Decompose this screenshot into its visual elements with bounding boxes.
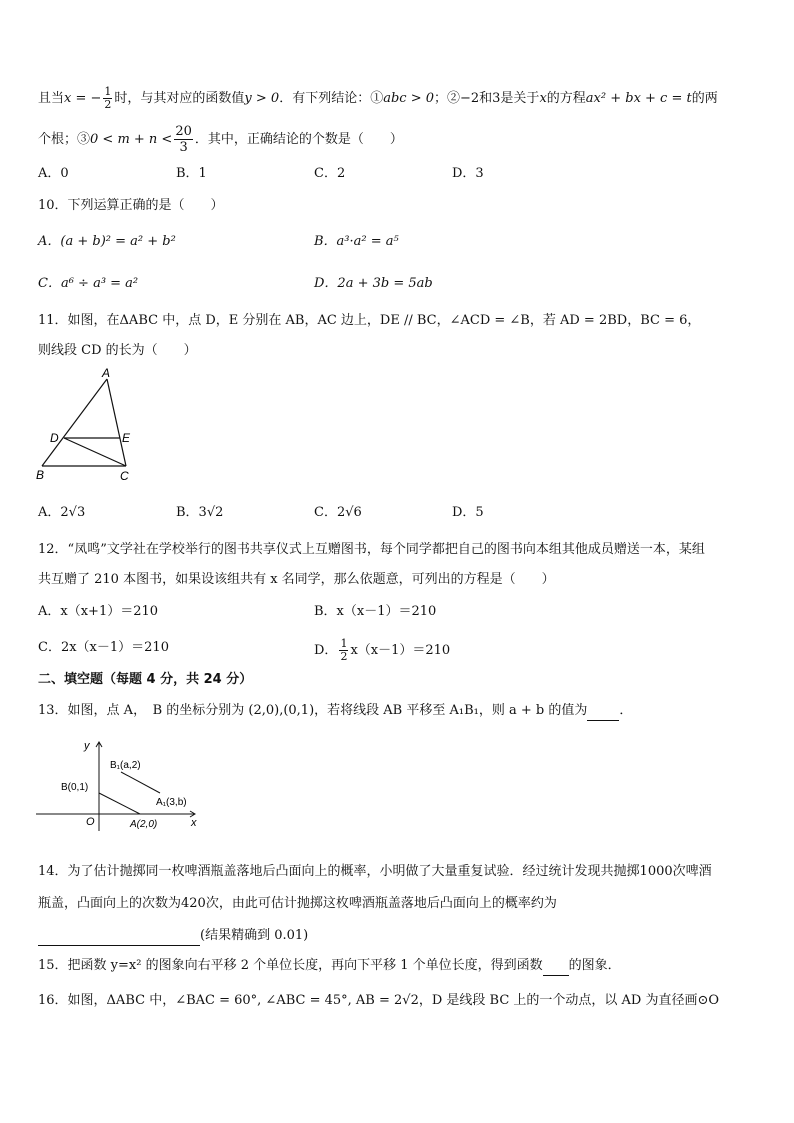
q9-text: 且当 [38, 91, 65, 106]
y-axis-label: y [84, 740, 90, 752]
label-e: E [122, 431, 131, 445]
q9-line2 [38, 124, 403, 155]
q15-text: 15．把函数 y=x² 的图象向右平移 2 个单位长度，再向下平移 1 个单位长度，得到函数 [38, 958, 543, 973]
q10-option-c: C．a⁶ ÷ a³ = a² [38, 276, 139, 291]
q11-option-a: A．2√3 [38, 505, 86, 520]
q12-option-d-fraction [339, 638, 348, 663]
frac-den: 3 [179, 140, 188, 155]
q13-end: ． [619, 703, 633, 718]
section-heading-fill-blank: 二、填空题（每题 4 分，共 24 分） [38, 672, 253, 687]
q12-option-d [314, 638, 450, 663]
q9-option-d: D．3 [452, 166, 484, 181]
q14-precision-note: (结果精确到 0.01) [200, 928, 309, 943]
q11-triangle-figure [30, 366, 150, 488]
q14-answer-blank [38, 931, 200, 946]
point-a-label: A(2,0) [130, 819, 158, 830]
q12-option-c: C．2x（x－1）＝210 [38, 640, 169, 655]
q14-line1: 14．为了估计抛掷同一枚啤酒瓶盖落地后凸面向上的概率，小明做了大量重复试验．经过统计发现共抛掷1000次啤酒 [38, 864, 712, 879]
label-d: D [50, 431, 59, 445]
q9-text: 个根；③ [38, 132, 91, 147]
q9-text: ；②−2和3是关于 [434, 91, 540, 106]
q9-text: 时，与其对应的函数值 [114, 91, 245, 106]
q11-option-b: B．3√2 [176, 505, 224, 520]
q12-line1: 12．“凤鸣”文学社在学校举行的图书共享仪式上互赠图书，每个同学都把自己的图书向本组其他成员赠送一本，某组 [38, 542, 705, 557]
q9-text: 的两 [691, 91, 718, 106]
segment-dc [64, 438, 126, 466]
frac-num: 1 [340, 637, 348, 650]
label-c: C [120, 469, 129, 483]
point-b1-label: B₁(a,2) [110, 760, 141, 771]
q9-var: x [539, 91, 547, 106]
label-a: A [102, 366, 111, 380]
q12-option-d-prefix: D． [314, 643, 338, 658]
q13-answer-blank [587, 706, 619, 721]
q10-stem: 10．下列运算正确的是（ ） [38, 198, 224, 213]
q10-option-d: D．2a + 3b = 5ab [314, 276, 433, 291]
q9-condition: y > 0 [244, 91, 280, 106]
q9-text: ．有下列结论：① [279, 91, 384, 106]
q15-text-end: 的图象． [568, 958, 621, 973]
q15-answer-blank [543, 961, 569, 976]
frac-den: 2 [104, 98, 112, 111]
point-a1-label: A₁(3,b) [156, 797, 187, 808]
frac-num: 20 [175, 124, 192, 139]
q9-option-b: B．1 [176, 166, 207, 181]
q12-option-b: B．x（x－1）＝210 [314, 604, 437, 619]
frac-num: 1 [104, 85, 112, 98]
origin-label: O [86, 816, 95, 828]
q9-line1 [38, 86, 718, 111]
segment-a1b1 [121, 772, 160, 793]
q12-option-d-rest: x（x－1）＝210 [350, 643, 451, 658]
q9-inequality: 0 < m + n < [90, 132, 173, 147]
segment-ab [99, 793, 140, 814]
q16-line1: 16．如图，ΔABC 中，∠BAC = 60°, ∠ABC = 45°, AB = 2√2，D 是线段 BC 上的一个动点，以 AD 为直径画⊙O [38, 993, 720, 1008]
q15-line [38, 956, 621, 976]
q9-fraction-2 [174, 124, 193, 155]
q11-line2: 则线段 CD 的长为（ ） [38, 343, 197, 358]
q13-stem [38, 701, 632, 721]
frac-den: 2 [340, 650, 348, 663]
q10-option-b: B．a³·a² = a⁵ [314, 234, 399, 249]
q9-option-a: A．0 [38, 166, 69, 181]
q12-line2: 共互赠了 210 本图书，如果设该组共有 x 名同学，那么依题意，可列出的方程是（ ） [38, 572, 555, 587]
x-axis-label: x [191, 817, 197, 829]
q9-fraction [103, 86, 112, 111]
q12-option-a: A．x（x+1）＝210 [38, 604, 159, 619]
point-b-label: B(0,1) [61, 782, 89, 793]
q13-text: 13．如图，点 A， B 的坐标分别为 (2,0),(0,1)，若将线段 AB 平移至 A₁B₁，则 a + b 的值为 [38, 703, 588, 718]
q14-line3 [38, 926, 308, 946]
q10-option-a: A．(a + b)² = a² + b² [38, 234, 176, 249]
q9-text: ．其中，正确结论的个数是（ ） [194, 132, 403, 147]
q9-x-value: x = − [64, 91, 102, 106]
q14-line2: 瓶盖，凸面向上的次数为420次，由此可估计抛掷这枚啤酒瓶盖落地后凸面向上的概率约为 [38, 896, 557, 911]
q9-equation: ax² + bx + c = t [585, 91, 692, 106]
q9-text: 的方程 [546, 91, 586, 106]
q9-conclusion-1: abc > 0 [383, 91, 434, 106]
label-b: B [36, 468, 45, 482]
segment-ac [107, 379, 126, 466]
q11-line1: 11．如图，在ΔABC 中，点 D，E 分别在 AB，AC 边上，DE // BC，∠ACD = ∠B，若 AD = 2BD，BC = 6， [38, 313, 701, 328]
q11-option-c: C．2√6 [314, 505, 362, 520]
q13-coordinate-figure [36, 735, 206, 835]
q11-option-d: D．5 [452, 505, 484, 520]
q9-option-c: C．2 [314, 166, 346, 181]
